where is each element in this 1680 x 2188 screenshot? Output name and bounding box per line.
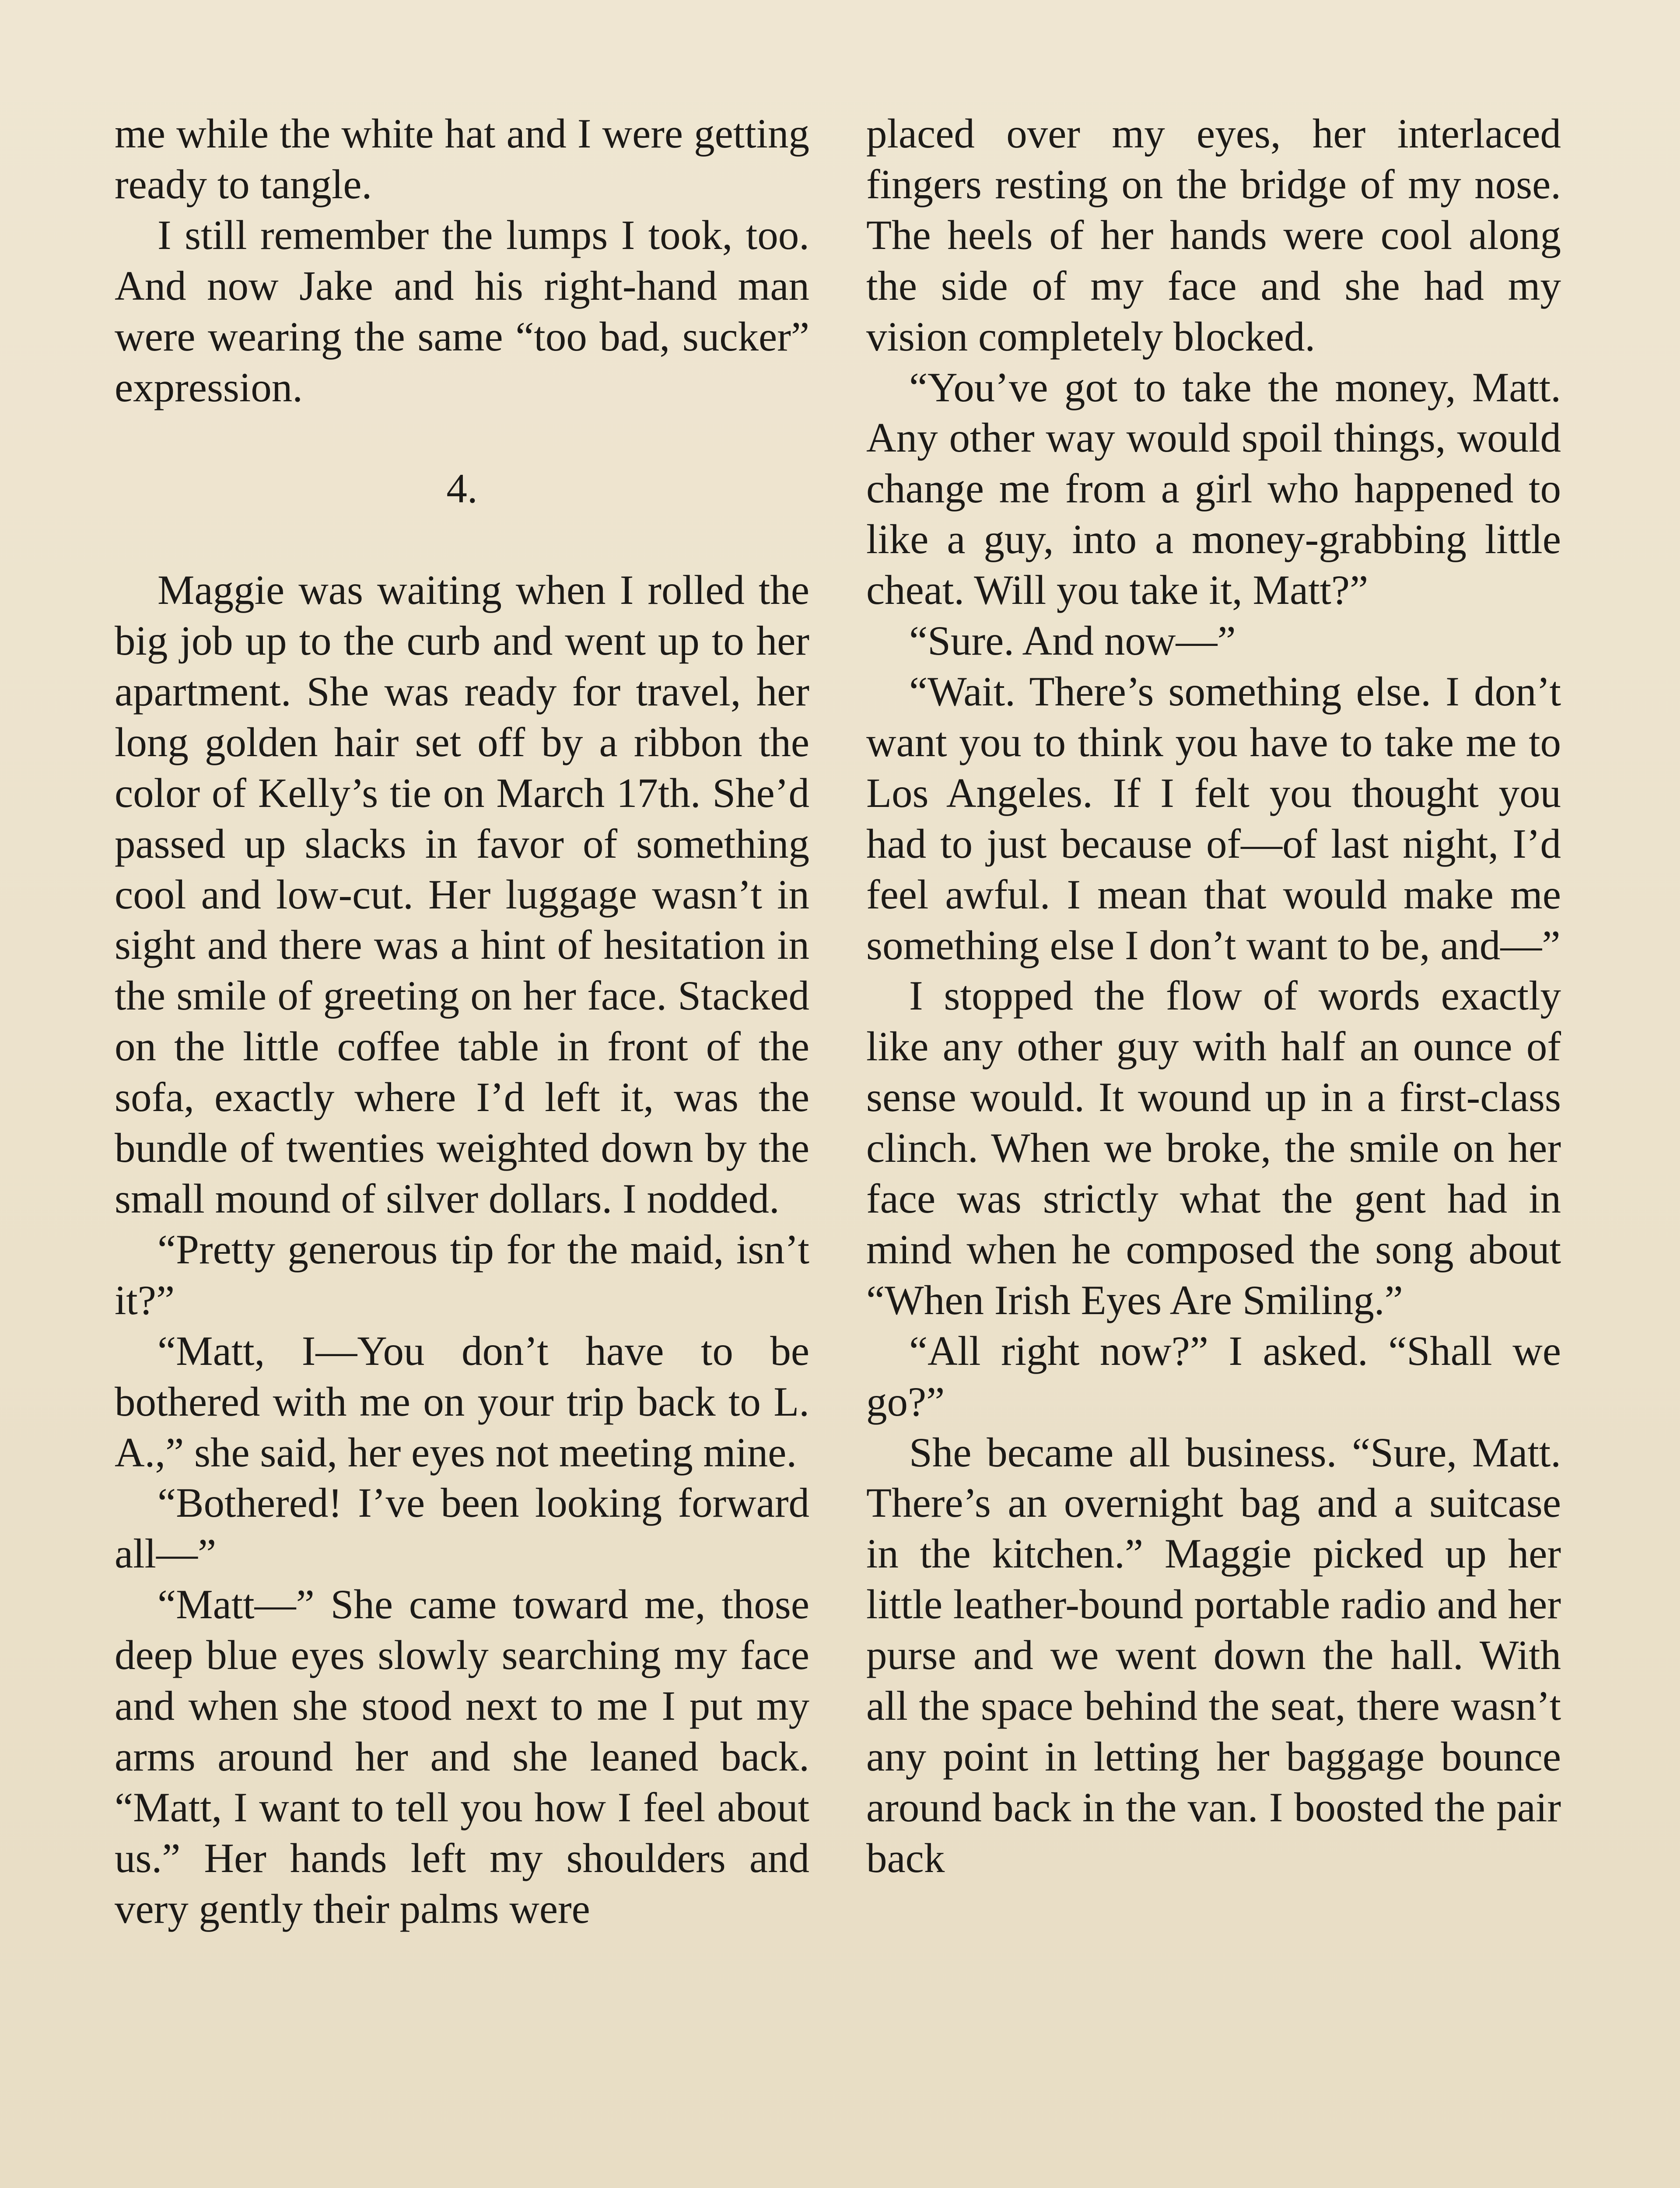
- section-number: 4.: [446, 465, 478, 512]
- paragraph: “Wait. There’s something else. I don’t want you to think you have to take me to Los Angeles. If I felt you thought you had to just because of—of last night, I’d feel awful. I mean that would make me something else I don’t want to be, and—”: [866, 668, 1561, 968]
- paragraph: I still remember the lumps I took, too. And now Jake and his right-hand man were wearing the same “too bad, sucker” expression.: [115, 211, 809, 410]
- paragraph: She became all business. “Sure, Matt. There’s an overnight bag and a suitcase in the kitchen.” Maggie picked up her little leather-bound portable radio and her purse and we went down the hall. With all the space behind the seat, there wasn’t any point in letting her baggage bounce around back in the van. I boosted the pair back: [866, 1429, 1561, 1881]
- paragraph: “Pretty generous tip for the maid, isn’t it?”: [115, 1226, 809, 1323]
- paragraph: me while the white hat and I were getting ready to tangle.: [115, 110, 809, 207]
- paragraph: “Matt, I—You don’t have to be bothered with me on your trip back to L. A.,” she said, her eyes not meeting mine.: [115, 1327, 809, 1476]
- left-column: [115, 109, 809, 1935]
- paragraph: “Sure. And now—”: [909, 617, 1236, 664]
- paragraph: placed over my eyes, her interlaced fingers resting on the bridge of my nose. The heels of her hands were cool along the side of my face and she had my vision completely blocked.: [866, 110, 1561, 360]
- paragraph: “All right now?” I asked. “Shall we go?”: [866, 1327, 1561, 1425]
- paragraph: “Bothered! I’ve been looking forward all—”: [115, 1480, 809, 1577]
- paragraph: Maggie was waiting when I rolled the big job up to the curb and went up to her apartment. She was ready for travel, her long golden hair set off by a ribbon the color of Kelly’s tie on March 17th. She’d passed up slacks in favor of something cool and low-cut. Her luggage wasn’t in sight and there was a hint of hesitation in the smile of greeting on her face. Stacked on the little coffee table in front of the sofa, exactly where I’d left it, was the bundle of twenties weighted down by the small mound of silver dollars. I nodded.: [115, 567, 809, 1222]
- paragraph: “Matt—” She came toward me, those deep blue eyes slowly searching my face and when she stood next to me I put my arms around her and she leaned back. “Matt, I want to tell you how I feel about us.” Her hands left my shoulders and very gently their palms were: [115, 1581, 809, 1932]
- paragraph: I stopped the flow of words exactly like any other guy with half an ounce of sense would. It wound up in a first-class clinch. When we broke, the smile on her face was strictly what the gent had in mind when he composed the song about “When Irish Eyes Are Smiling.”: [866, 972, 1561, 1323]
- right-column: [866, 109, 1561, 1884]
- paragraph: “You’ve got to take the money, Matt. Any other way would spoil things, would change me from a girl who happened to like a guy, into a money-grabbing little cheat. Will you take it, Matt?”: [866, 364, 1561, 614]
